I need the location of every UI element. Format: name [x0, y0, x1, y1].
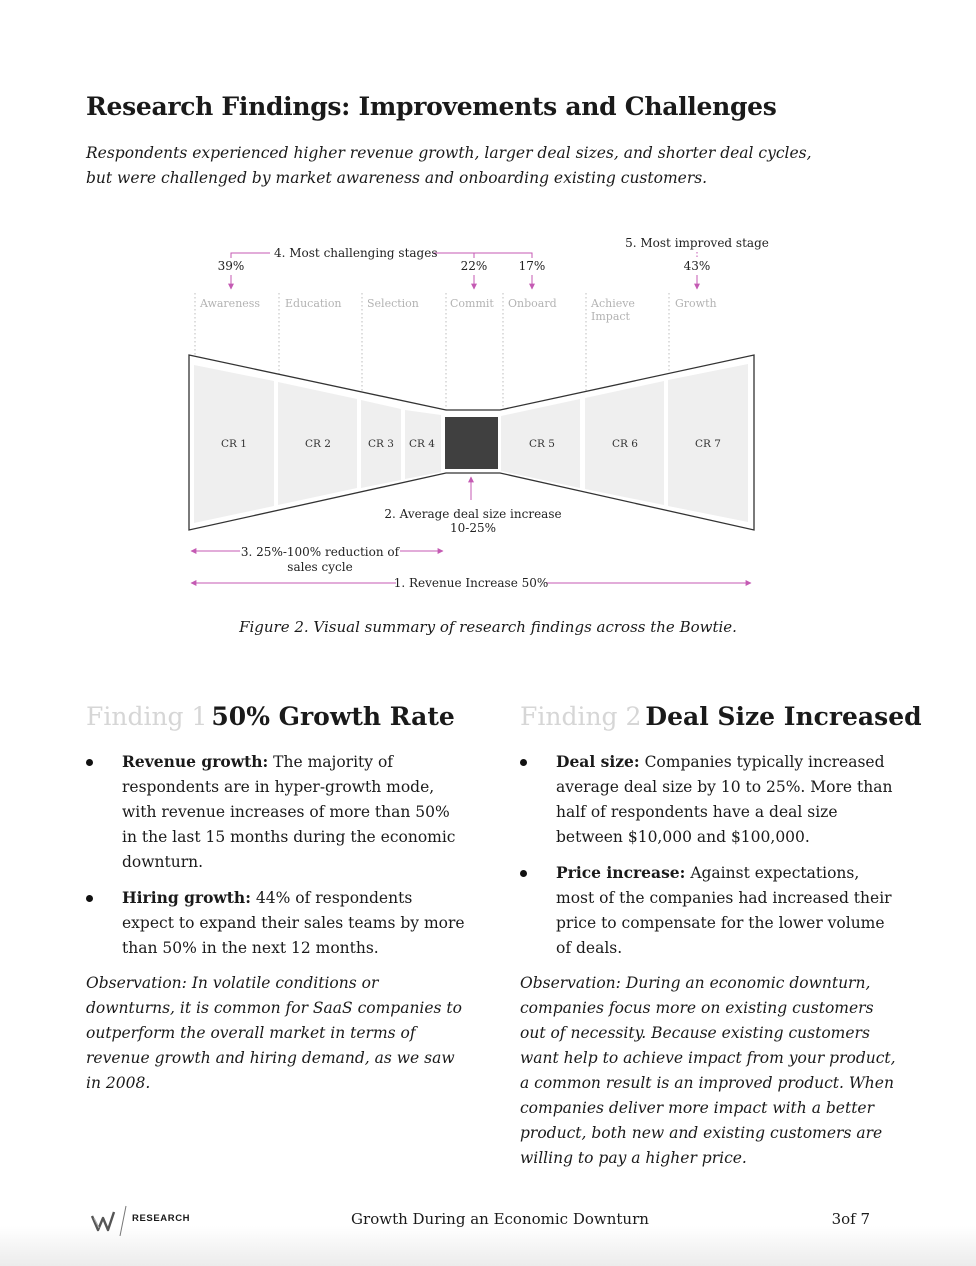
pct-onboard: 17%: [518, 259, 546, 273]
stage-achieve: Achieve Impact: [591, 297, 635, 323]
point-label: Price increase:: [556, 863, 686, 882]
stage-education: Education: [285, 297, 342, 310]
deal-size-label: 2. Average deal size increase: [384, 507, 562, 521]
figure-caption: Figure 2. Visual summary of research findings across the Bowtie.: [239, 618, 737, 636]
finding-2-points: [520, 749, 896, 961]
bullet-icon: [86, 759, 93, 766]
stage-growth: Growth: [675, 297, 717, 310]
finding-1-heading: [86, 702, 466, 731]
finding-2-heading: [520, 702, 922, 731]
improved-label: 5. Most improved stage: [625, 236, 769, 250]
stage-selection: Selection: [367, 297, 419, 310]
finding-1-number: Finding 1: [86, 702, 208, 731]
bullet-icon: [520, 870, 527, 877]
finding-1-title: 50% Growth Rate: [211, 702, 455, 731]
intro-paragraph: Respondents experienced higher revenue growth, larger deal sizes, and shorter deal cycles, but were challenged by market awareness and onboarding existing customers.: [86, 144, 812, 187]
finding-1-points: [86, 749, 466, 961]
pct-commit: 22%: [460, 259, 488, 273]
cr-2: CR 2: [305, 438, 331, 450]
list-item: [86, 749, 466, 875]
deal-size-range: 10-25%: [450, 521, 496, 535]
cr-7: CR 7: [695, 438, 721, 450]
footer-page-number: 3of 7: [831, 1210, 870, 1228]
finding-2-number: Finding 2: [520, 702, 642, 731]
page-bottom-shade: [0, 1226, 976, 1266]
page-title: Research Findings: Improvements and Challenges: [86, 92, 777, 121]
cr-3: CR 3: [368, 438, 394, 450]
list-item: [520, 860, 896, 961]
pct-growth: 43%: [683, 259, 711, 273]
pct-awareness: 39%: [217, 259, 245, 273]
stage-commit: Commit: [450, 297, 494, 310]
finding-2-observation: Observation: During an economic downturn, companies focus more on existing customers out of necessity. Because existing customers want help to achieve impact from your product, a common result is an improved product. When companies deliver more impact with a better product, both new and existing customers are willing to pay a higher price.: [520, 974, 896, 1167]
point-label: Revenue growth:: [122, 752, 269, 771]
point-text: Against expectations, most of the companies had increased their price to compensate for the lower volume of deals.: [556, 864, 892, 957]
point-label: Hiring growth:: [122, 888, 251, 907]
finding-1-observation: Observation: In volatile conditions or downturns, it is common for SaaS companies to outperform the overall market in terms of revenue growth and hiring demand, as we saw in 2008.: [86, 974, 462, 1092]
finding-2-title: Deal Size Increased: [645, 702, 922, 731]
list-item: [520, 749, 896, 850]
list-item: [86, 885, 466, 961]
challenging-label: 4. Most challenging stages: [274, 246, 438, 260]
stage-onboard: Onboard: [508, 297, 557, 310]
cr-4: CR 4: [409, 438, 435, 450]
bowtie-figure: [0, 225, 976, 605]
footer-doc-title: Growth During an Economic Downturn: [351, 1210, 649, 1228]
bullet-icon: [520, 759, 527, 766]
footer-brand: RESEARCH: [132, 1213, 191, 1224]
cr-6: CR 6: [612, 438, 638, 450]
revenue-label: 1. Revenue Increase 50%: [393, 576, 549, 590]
stage-awareness: Awareness: [200, 297, 261, 310]
finding-2: [520, 702, 922, 1171]
finding-1: [86, 702, 466, 1096]
cycle-label-2: sales cycle: [287, 560, 353, 574]
cr-1: CR 1: [221, 438, 247, 450]
point-text: Companies typically increased average deal size by 10 to 25%. More than half of respondents have a deal size between $10,000 and $100,000.: [556, 753, 893, 846]
cr-5: CR 5: [529, 438, 555, 450]
bullet-icon: [86, 895, 93, 902]
point-text: 44% of respondents expect to expand their sales teams by more than 50% in the next 12 months.: [122, 889, 465, 957]
point-text: The majority of respondents are in hyper-growth mode, with revenue increases of more than 50% in the last 15 months during the economic downturn.: [122, 753, 456, 871]
cycle-label: 3. 25%-100% reduction of: [240, 545, 400, 559]
commit-knot: [445, 417, 498, 469]
point-label: Deal size:: [556, 752, 640, 771]
